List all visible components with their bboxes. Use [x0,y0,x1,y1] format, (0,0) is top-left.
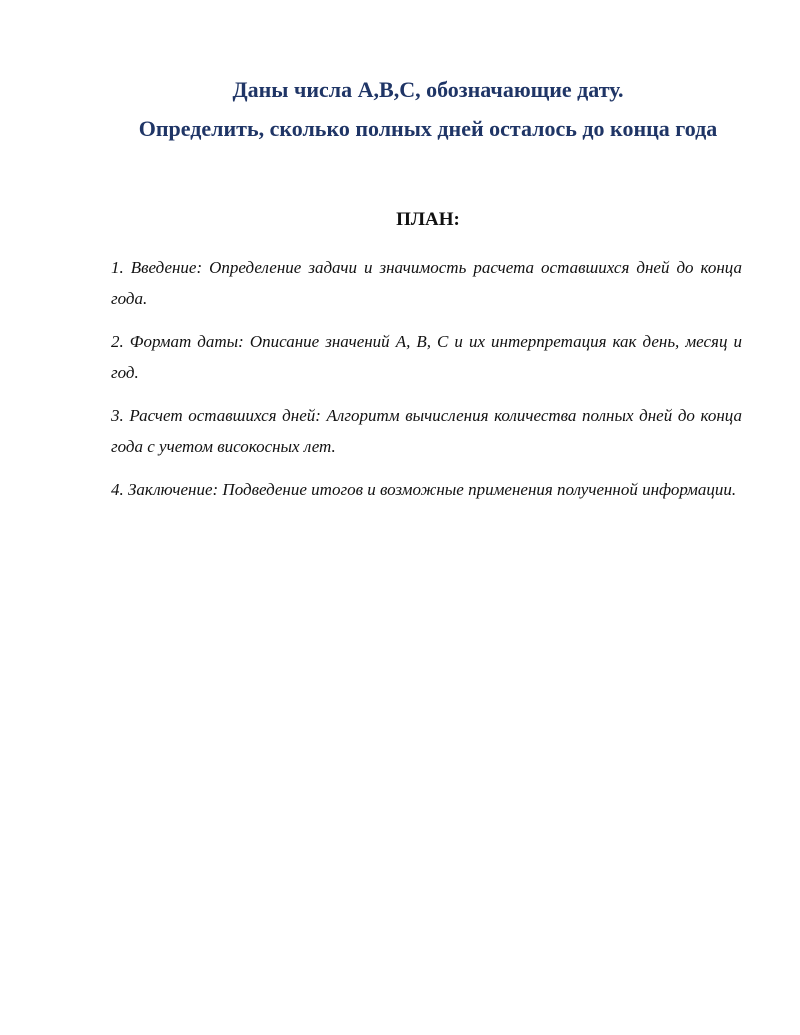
document-title-line-2: Определить, сколько полных дней осталось до конца года [138,116,718,141]
plan-list [111,252,742,517]
plan-item-calculation: 3. Расчет оставшихся дней: Алгоритм вычисления количества полных дней до конца года с учетом високосных лет. [111,406,742,456]
plan-item-date-format: 2. Формат даты: Описание значений A, B, C и их интерпретация как день, месяц и год. [111,332,742,382]
plan-item-conclusion: 4. Заключение: Подведение итогов и возможные применения полученной информации. [111,480,737,499]
document-title-line-1: Даны числа A,B,C, обозначающие дату. [232,77,624,102]
plan-heading: ПЛАН: [396,209,460,230]
plan-item-introduction: 1. Введение: Определение задачи и значимость расчета оставшихся дней до конца года. [111,258,742,308]
